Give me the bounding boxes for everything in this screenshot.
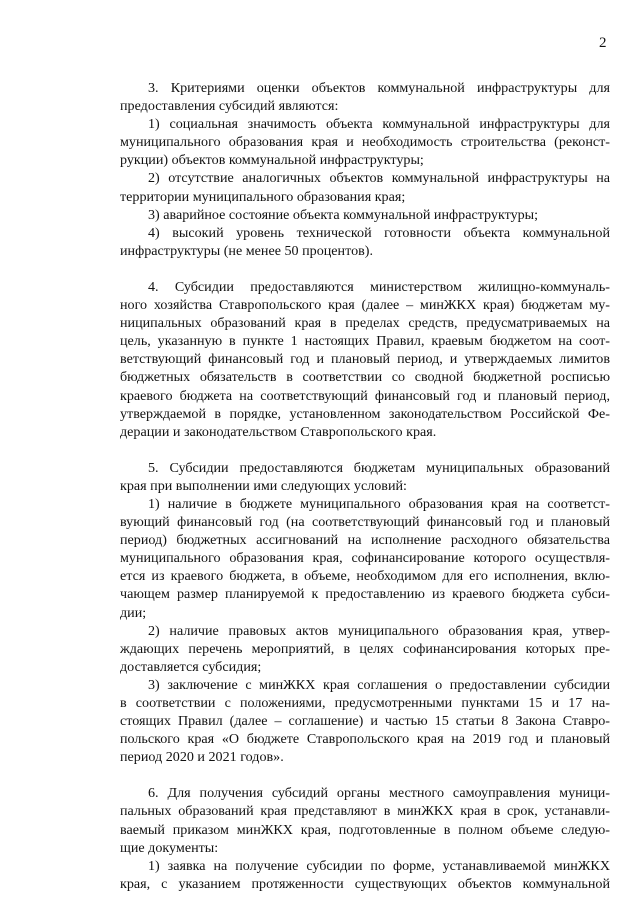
- paragraph-gap: [120, 260, 610, 278]
- text-line: края при выполнении ими следующих условий:: [120, 477, 407, 494]
- text-line: 1) наличие в бюджете муниципального образования края на соответст-: [148, 495, 610, 512]
- text-line: ниципальных образований края в пределах средств, предусматриваемых на: [120, 315, 610, 332]
- page-number: 2: [599, 35, 607, 51]
- text-line: вующий финансовый год (на соответствующий финансовый год и плановый: [120, 514, 610, 531]
- text-line: польского края «О бюджете Ставропольского края на 2019 год и плановый: [120, 731, 610, 748]
- text-line: цель, указанную в пункте 1 настоящих Правил, краевым бюджетом на соот-: [120, 333, 610, 350]
- text-line: ется из краевого бюджета, в объеме, необходимом для его исполнения, вклю-: [120, 568, 610, 585]
- text-line: период 2020 и 2021 годов».: [120, 749, 284, 766]
- text-line: 4) высокий уровень технической готовности объекта коммунальной: [148, 224, 610, 241]
- text-line: ного хозяйства Ставропольского края (далее – минЖКХ края) бюджетам му-: [120, 297, 610, 314]
- text-line: пальных образований края представляют в минЖКХ края в срок, устанавли-: [120, 803, 610, 820]
- text-line: 1) заявка на получение субсидии по форме, устанавливаемой минЖКХ: [148, 857, 610, 874]
- text-line: стоящих Правил (далее – соглашение) и частью 15 статьи 8 Закона Ставро-: [120, 713, 610, 730]
- text-line: дии;: [120, 604, 147, 621]
- text-line: края, с указанием протяженности существующих объектов коммунальной: [120, 875, 610, 892]
- text-line: 3) аварийное состояние объекта коммунальной инфраструктуры;: [148, 206, 539, 223]
- text-line: муниципального образования края, софинансирование которого осуществля-: [120, 550, 610, 567]
- text-line: дерации и законодательством Ставропольского края.: [120, 423, 437, 440]
- document-body: [120, 79, 610, 893]
- text-line: территории муниципального образования края;: [120, 188, 406, 205]
- text-line: 2) наличие правовых актов муниципального образования края, утвер-: [148, 622, 610, 639]
- text-line: ваемый приказом минЖКХ края, подготовленные в полном объеме следую-: [120, 821, 610, 838]
- text-line: чающем размер планируемой к предоставлению из краевого бюджета субси-: [120, 586, 610, 603]
- text-line: 4. Субсидии предоставляются министерством жилищно-коммуналь-: [148, 278, 610, 295]
- paragraph: [120, 784, 610, 893]
- text-line: 1) социальная значимость объекта коммунальной инфраструктуры для: [148, 116, 610, 133]
- text-line: щие документы:: [120, 839, 219, 856]
- paragraph: [120, 79, 610, 260]
- text-line: муниципального образования края и необходимость строительства (реконст-: [120, 134, 610, 151]
- text-line: 5. Субсидии предоставляются бюджетам муниципальных образований: [148, 459, 610, 476]
- text-line: 3. Критериями оценки объектов коммунальной инфраструктуры для: [148, 80, 610, 96]
- text-line: ветствующий финансовый год и плановый период, и утверждаемых лимитов: [120, 351, 610, 368]
- text-line: 6. Для получения субсидий органы местного самоуправления муници-: [148, 785, 610, 802]
- text-line: доставляется субсидия;: [120, 658, 262, 675]
- paragraph: [120, 459, 610, 767]
- text-line: рукции) объектов коммунальной инфраструктуры;: [120, 152, 424, 169]
- text-line: краевого бюджета на соответствующий финансовый год и плановый период,: [120, 387, 610, 404]
- text-line: инфраструктуры (не менее 50 процентов).: [120, 242, 373, 259]
- text-line: 3) заключение с минЖКХ края соглашения о предоставлении субсидии: [148, 676, 610, 693]
- paragraph-gap: [120, 441, 610, 459]
- text-line: период) бюджетных ассигнований на исполнение расходного обязательства: [120, 532, 610, 549]
- paragraph-gap: [120, 766, 610, 784]
- text-line: 2) отсутствие аналогичных объектов коммунальной инфраструктуры на: [148, 170, 610, 187]
- text-line: бюджетных обязательств в соответствии со сводной бюджетной росписью: [120, 369, 610, 386]
- text-line: утверждаемой в порядке, установленном законодательством Российской Фе-: [120, 405, 610, 422]
- text-line: предоставления субсидий являются:: [120, 98, 339, 115]
- paragraph: [120, 278, 610, 441]
- text-line: в соответствии с положениями, предусмотренными пунктами 15 и 17 на-: [120, 695, 610, 711]
- text-line: ждающих перечень мероприятий, в целях софинансирования которых пре-: [120, 640, 610, 657]
